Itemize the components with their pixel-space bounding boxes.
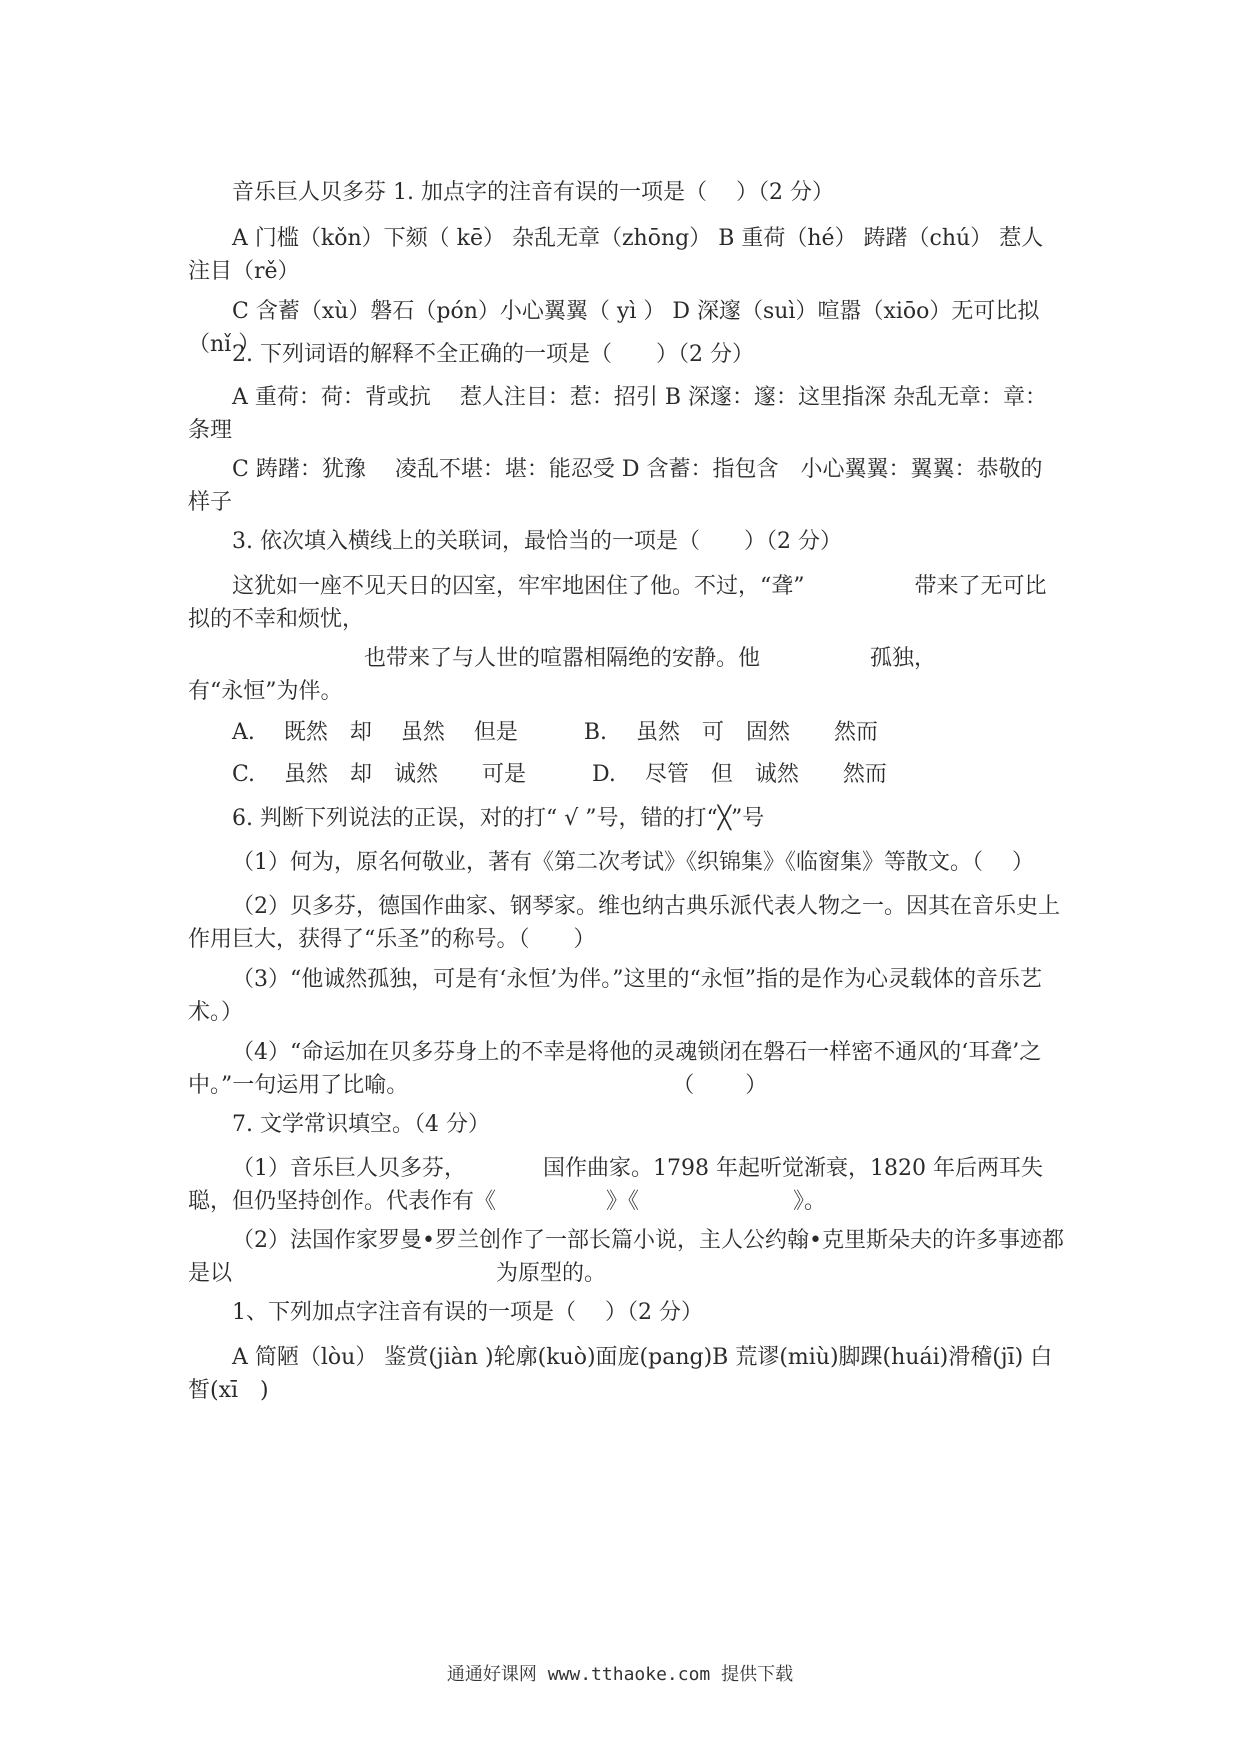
question-6: 6. 判断下列说法的正误，对的打“ √ ”号，错的打“╳”号 [232,806,765,831]
q2-options-cd: C 踌躇：犹豫 凌乱不堪：堪：能忍受 D 含蓄：指包含 小心翼翼：翼翼：恭敬的样子 [188,457,1043,515]
q6-item-4: （4）“命运加在贝多芬身上的不幸是将他的灵魂锁闭在磐石一样密不通风的‘耳聋’之中。”一句运用了比喻。 （ ） [188,1040,1042,1098]
q6-item-1: （1）何为，原名何敬业，著有《第二次考试》《织锦集》《临窗集》等散文。（ ） [232,850,1034,875]
q7-item-1: （1）音乐巨人贝多芬， 国作曲家。1798 年起听觉渐衰，1820 年后两耳失聪，但仍坚持创作。代表作有《 》《 》。 [188,1156,1043,1214]
question-2: 2. 下列词语的解释不全正确的一项是（ ）（2 分） [232,342,754,367]
q1-options-ab: A 门槛（kǒn）下颏（ kē） 杂乱无章（zhōng） B 重荷（hé） 踌躇（chú） 惹人注目（rě） [188,226,1044,284]
page-footer: 通通好课网 www.tthaoke.com 提供下载 [446,1664,794,1685]
question-1-repeat: 1、下列加点字注音有误的一项是（ ）（2 分） [232,1300,703,1325]
q3-passage-1: 这犹如一座不见天日的囚室，牢牢地困住了他。不过，“聋” 带来了无可比拟的不幸和烦忧， [188,574,1047,632]
question-3: 3. 依次填入横线上的关联词，最恰当的一项是（ ）（2 分） [232,529,842,554]
question-7: 7. 文学常识填空。（4 分） [232,1112,490,1137]
q6-item-2: （2）贝多芬，德国作曲家、钢琴家。维也纳古典乐派代表人物之一。因其在音乐史上作用巨大，获得了“乐圣”的称号。（ ） [188,894,1060,952]
q1-repeat-options: A 简陋（lòu） 鉴赏(jiàn )轮廓(kuò)面庞(pang)B 荒谬(miù)脚踝(huái)滑稽(jī) 白皙(xī ) [188,1345,1053,1403]
q3-options-cd: C. 虽然 却 诚然 可是 D. 尽管 但 诚然 然而 [232,762,887,787]
q3-passage-2: 也带来了与人世的喧嚣相隔绝的安静。他 孤独， 有“永恒”为伴。 [188,646,1036,704]
q6-item-3: （3）“他诚然孤独，可是有‘永恒’为伴。”这里的“永恒”指的是作为心灵载体的音乐艺术。） [188,967,1042,1025]
q2-options-ab: A 重荷：荷：背或抗 惹人注目：惹：招引 B 深邃：邃：这里指深 杂乱无章：章：条理 [188,385,1048,443]
q3-options-ab: A. 既然 却 虽然 但是 B. 虽然 可 固然 然而 [232,720,879,745]
q1-options-cd: C 含蓄（xù）磐石（pón）小心翼翼（ yì ） D 深邃（suì）喧嚣（xiōo）无可比拟（nǐ ） [188,299,1040,357]
heading-q1: 音乐巨人贝多芬 1. 加点字的注音有误的一项是（ ）（2 分） [232,180,834,205]
q7-item-2: （2）法国作家罗曼•罗兰创作了一部长篇小说，主人公约翰•克里斯朵夫的许多事迹都是以 为原型的。 [188,1228,1064,1286]
